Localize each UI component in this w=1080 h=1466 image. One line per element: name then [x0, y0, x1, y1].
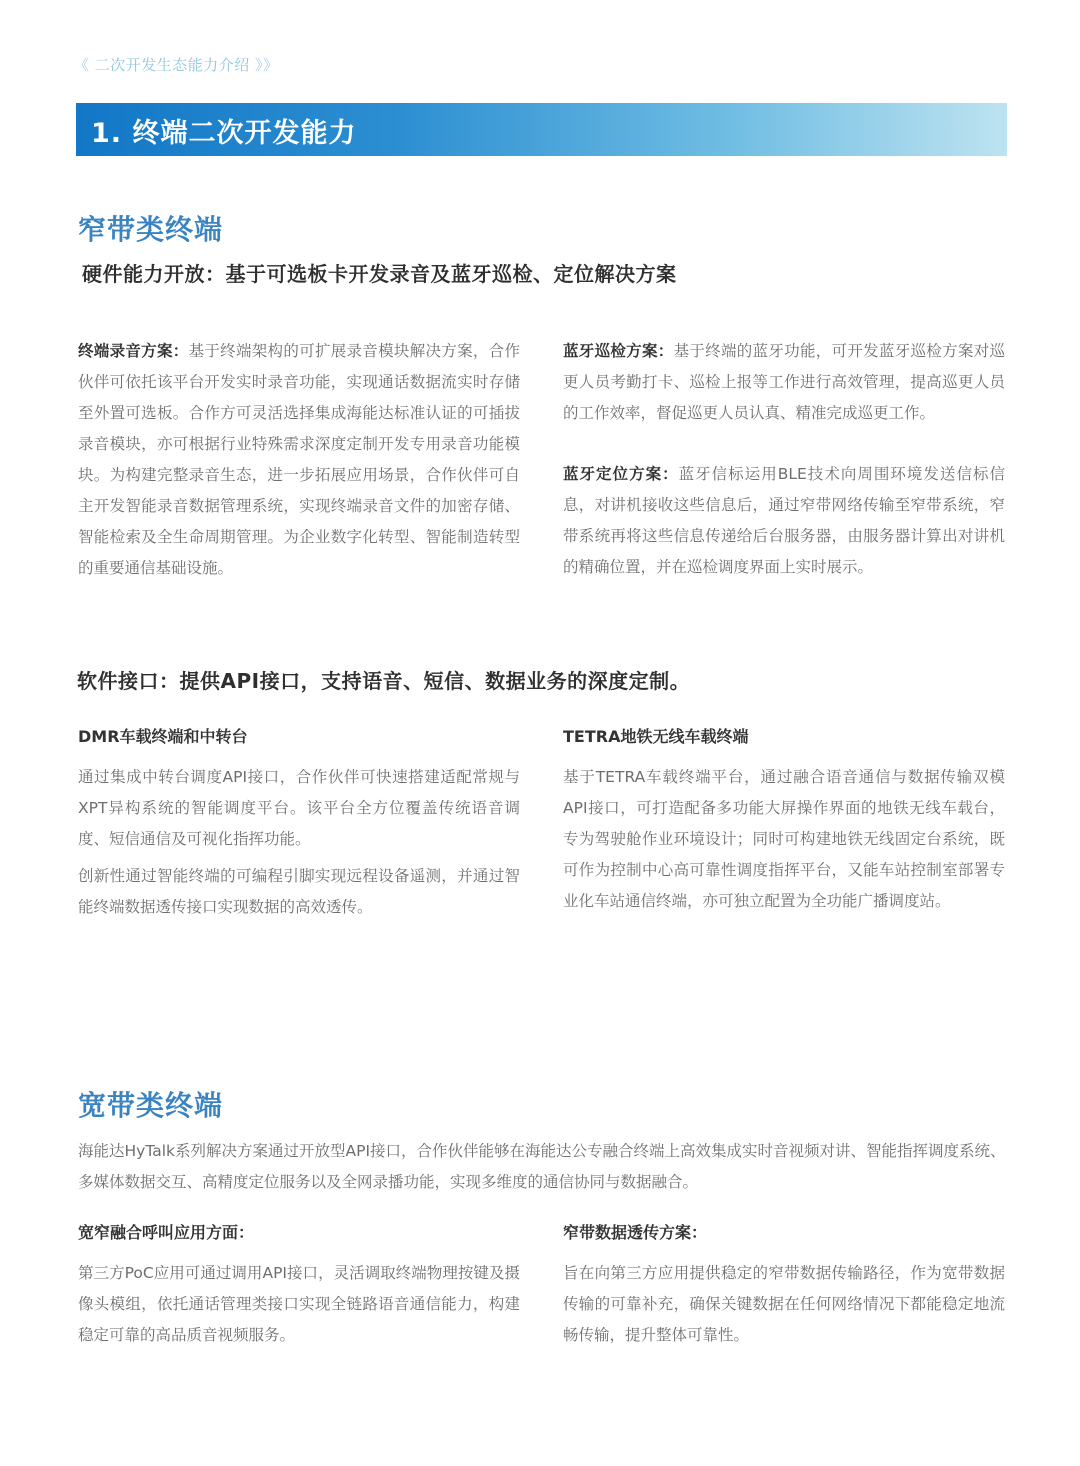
recording-block	[78, 336, 520, 584]
transparent-block	[563, 1222, 1005, 1351]
recording-text: 基于终端架构的可扩展录音模块解决方案，合作伙伴可依托该平台开发实时录音功能，实现通话数据流实时存储至外置可选板。合作方可灵活选择集成海能达标准认证的可插拔录音模块，亦可根据行业特殊需求深度定制开发专用录音功能模块。为构建完整录音生态，进一步拓展应用场景，合作伙伴可自主开发智能录音数据管理系统，实现终端录音文件的加密存储、智能检索及全生命周期管理。为企业数字化转型、智能制造转型的重要通信基础设施。	[78, 342, 520, 577]
bt-location-lead: 蓝牙定位方案：	[563, 465, 679, 483]
bt-patrol-block	[563, 336, 1005, 429]
bt-location-paragraph	[563, 459, 1005, 583]
dmr-heading: DMR车载终端和中转台	[78, 727, 248, 746]
transparent-paragraph: 旨在向第三方应用提供稳定的窄带数据传输路径，作为宽带数据传输的可靠补充，确保关键数据在任何网络情况下都能稳定地流畅传输，提升整体可靠性。	[563, 1264, 1005, 1344]
breadcrumb: 《 二次开发生态能力介绍 》》	[74, 56, 279, 74]
bt-patrol-lead: 蓝牙巡检方案：	[563, 342, 674, 360]
banner-title: 1. 终端二次开发能力	[91, 118, 357, 149]
fusion-heading: 宽窄融合呼叫应用方面：	[78, 1223, 255, 1242]
tetra-block	[563, 726, 1005, 917]
broadband-intro: 海能达HyTalk系列解决方案通过开放型API接口，合作伙伴能够在海能达公专融合终端上高效集成实时音视频对讲、智能指挥调度系统、多媒体数据交互、高精度定位服务以及全网录播功能，实现多维度的通信协同与数据融合。	[78, 1142, 1006, 1191]
bt-patrol-text: 基于终端的蓝牙功能，可开发蓝牙巡检方案对巡更人员考勤打卡、巡检上报等工作进行高效管理，提高巡更人员的工作效率，督促巡更人员认真、精准完成巡更工作。	[563, 342, 1005, 422]
recording-lead: 终端录音方案：	[78, 342, 189, 360]
dmr-block	[78, 726, 520, 923]
bt-location-block	[563, 459, 1005, 583]
tetra-heading: TETRA地铁无线车载终端	[563, 727, 749, 746]
section-banner	[76, 103, 1007, 156]
recording-paragraph	[78, 336, 520, 584]
software-heading: 软件接口：提供API接口，支持语音、短信、数据业务的深度定制。	[77, 669, 691, 693]
dmr-paragraph-1: 通过集成中转台调度API接口，合作伙伴可快速搭建适配常规与XPT异构系统的智能调度平台。该平台全方位覆盖传统语音调度、短信通信及可视化指挥功能。	[78, 768, 520, 848]
bt-location-text: 蓝牙信标运用BLE技术向周围环境发送信标信息，对讲机接收这些信息后，通过窄带网络传输至窄带系统，窄带系统再将这些信息传递给后台服务器，由服务器计算出对讲机的精确位置，并在巡检调度界面上实时展示。	[563, 465, 1005, 576]
bt-patrol-paragraph	[563, 336, 1005, 429]
dmr-paragraph-2: 创新性通过智能终端的可编程引脚实现远程设备遥测，并通过智能终端数据透传接口实现数据的高效透传。	[78, 867, 520, 916]
fusion-block	[78, 1222, 520, 1351]
transparent-heading: 窄带数据透传方案：	[563, 1223, 708, 1242]
tetra-paragraph: 基于TETRA车载终端平台，通过融合语音通信与数据传输双模API接口，可打造配备多功能大屏操作界面的地铁无线车载台，专为驾驶舱作业环境设计；同时可构建地铁无线固定台系统，既可作为控制中心高可靠性调度指挥平台，又能车站控制室部署专业化车站通信终端，亦可独立配置为全功能广播调度站。	[563, 768, 1005, 910]
broadband-title: 宽带类终端	[78, 1089, 224, 1122]
narrowband-title: 窄带类终端	[78, 213, 224, 246]
hardware-heading: 硬件能力开放：基于可选板卡开发录音及蓝牙巡检、定位解决方案	[82, 262, 677, 286]
fusion-paragraph: 第三方PoC应用可通过调用API接口，灵活调取终端物理按键及摄像头模组，依托通话管理类接口实现全链路语音通信能力，构建稳定可靠的高品质音视频服务。	[78, 1264, 520, 1344]
